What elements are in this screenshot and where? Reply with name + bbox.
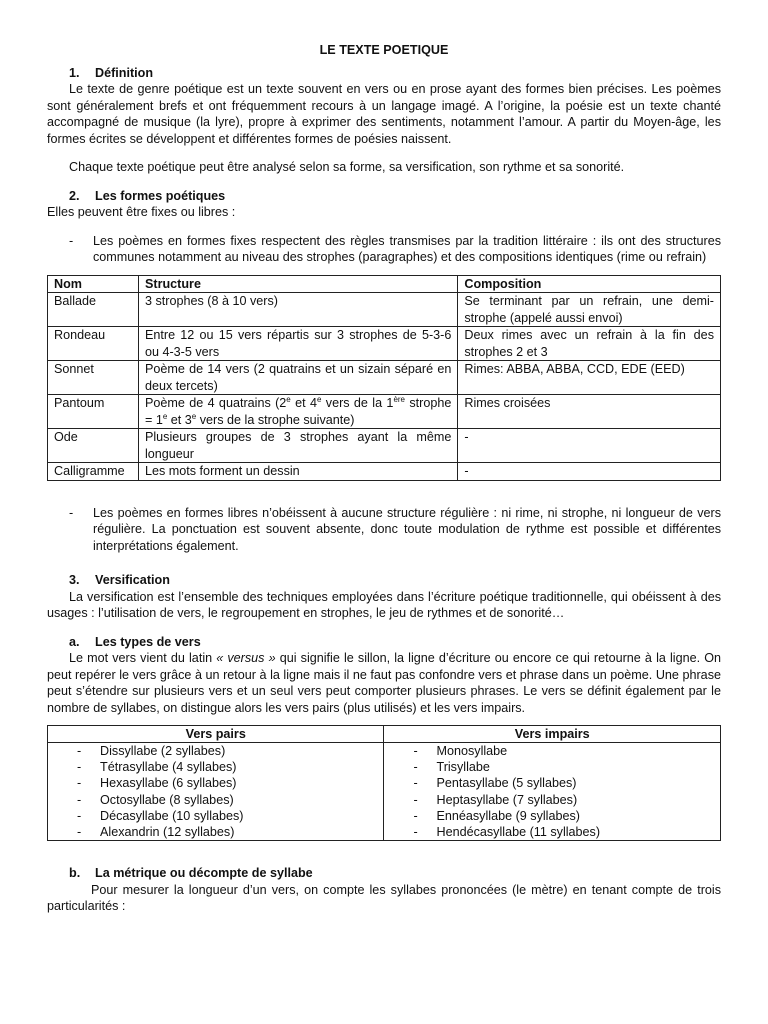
bullet-dash: - — [77, 744, 82, 758]
bullet-dash: - — [69, 505, 74, 520]
bullet-dash: - — [69, 233, 74, 248]
header-structure: Structure — [138, 275, 457, 293]
section-heading-versification — [47, 572, 721, 589]
subsection-label: La métrique ou décompte de syllabe — [95, 866, 313, 881]
list-item-text: Dissyllabe (2 syllabes) — [100, 744, 226, 758]
cell-composition: - — [458, 463, 721, 481]
list-item-text: Heptasyllabe (7 syllabes) — [436, 792, 578, 807]
section-heading-formes — [47, 188, 721, 205]
cell-vers-pairs — [48, 743, 384, 841]
list-item — [384, 759, 720, 775]
cell-composition: Rimes: ABBA, ABBA, CCD, EDE (EED) — [458, 361, 721, 395]
cell-composition: Deux rimes avec un refrain à la fin des strophes 2 et 3 — [458, 327, 721, 361]
page-title: LE TEXTE POETIQUE — [319, 43, 449, 57]
cell-structure: Plusieurs groupes de 3 strophes ayant la même longueur — [138, 429, 457, 463]
bullet-dash: - — [413, 744, 418, 758]
list-item — [384, 808, 720, 824]
ordinal-sup: ère — [393, 394, 405, 404]
cell-structure: Poème de 14 vers (2 quatrains et un sizain séparé en deux tercets) — [138, 361, 457, 395]
analysis-paragraph: Chaque texte poétique peut être analysé selon sa forme, sa versification, son rythme et sa sonorité. — [69, 160, 625, 174]
table-header-row — [48, 726, 721, 743]
definition-paragraph: Le texte de genre poétique est un texte souvent en vers ou en prose ayant des formes bien précises. Les poèmes sont généralement brefs et ont fréquemment recours à un langage imagé. A l’origine, la poésie est un texte chanté accompagné de musique (la lyre), propre à exprimer des sentiments, notamment l’amour. A partir du Moyen-âge, les formes écrites se développent et différentes formes de poésies naissent. — [47, 82, 721, 146]
list-item-text: Tétrasyllabe (4 syllabes) — [100, 760, 237, 775]
list-item — [48, 808, 383, 824]
table-row — [48, 395, 721, 429]
subsection-heading-metrique — [47, 865, 721, 882]
cell-composition: Rimes croisées — [458, 395, 721, 429]
table-row — [48, 361, 721, 395]
list-item — [384, 824, 720, 840]
list-item — [48, 743, 383, 759]
list-item — [384, 775, 720, 791]
vers-table — [47, 725, 721, 841]
table-row — [48, 743, 721, 841]
section-heading-definition — [47, 65, 721, 82]
list-item — [384, 743, 720, 759]
header-composition: Composition — [458, 275, 721, 293]
bullet-dash: - — [77, 808, 82, 823]
structure-text: et 3 — [167, 412, 192, 427]
list-item-text: Pentasyllabe (5 syllabes) — [436, 776, 577, 791]
text-run: Le mot vers vient du latin — [69, 651, 217, 665]
table-row — [48, 429, 721, 463]
table-row — [48, 327, 721, 361]
structure-text: Poème de 4 quatrains (2 — [144, 396, 287, 410]
list-item-text: Trisyllabe — [436, 760, 490, 775]
section-label: Définition — [95, 65, 154, 80]
section-label: Les formes poétiques — [95, 188, 226, 203]
formes-intro: Elles peuvent être fixes ou libres : — [47, 205, 236, 219]
list-item-text: Ennéasyllabe (9 syllabes) — [436, 808, 580, 823]
ordinal-sup: e — [316, 394, 322, 404]
bullet-dash: - — [413, 825, 418, 840]
list-item-text: Hendécasyllabe (11 syllabes) — [436, 825, 601, 840]
bullet-text: Les poèmes en formes fixes respectent des règles transmises par la tradition littéraire : ils ont des structures communes notamment au niveau des strophes (paragraphes) et des compositions identiques (rime ou refrain) — [93, 233, 721, 264]
section-number: 1. — [69, 65, 80, 80]
bullet-dash: - — [413, 792, 418, 807]
formes-fixes-table — [47, 275, 721, 481]
cell-nom: Pantoum — [48, 395, 139, 429]
cell-nom: Ode — [48, 429, 139, 463]
ordinal-sup: e — [191, 411, 197, 421]
structure-text: vers de la strophe suivante) — [196, 412, 355, 427]
versification-paragraph: La versification est l’ensemble des techniques employées dans l’écriture poétique traditionnelle, qui obéissent à des usages : l’utilisation de vers, le regroupement en strophes, le jeu de rythmes et de sonorité… — [47, 589, 721, 620]
header-vers-impairs: Vers impairs — [384, 726, 721, 743]
bullet-dash: - — [77, 776, 82, 791]
cell-nom: Sonnet — [48, 361, 139, 395]
cell-structure — [138, 395, 457, 429]
table-row — [48, 463, 721, 481]
cell-structure: 3 strophes (8 à 10 vers) — [138, 293, 457, 327]
bullet-dash: - — [77, 792, 82, 807]
document-page — [47, 42, 721, 915]
subsection-letter: b. — [69, 866, 81, 881]
cell-nom: Calligramme — [48, 463, 139, 481]
ordinal-sup: e — [286, 394, 291, 404]
bullet-dash: - — [413, 808, 418, 823]
cell-vers-impairs — [384, 743, 721, 841]
bullet-text: Les poèmes en formes libres n’obéissent à aucune structure régulière : ni rime, ni strophe, ni longueur de vers régulière. La ponctuation est souvent absente, donc toute modulation de rythme est possible et différentes interprétations également. — [93, 505, 721, 553]
types-vers-paragraph — [47, 650, 721, 716]
text-run: qui signifie le sillon, la ligne d’écriture ou encore ce qui retourne à la ligne. On peut repérer le vers grâce à un retour à la ligne mais il ne faut pas confondre vers et phrase dans un poème. Une phrase peut s’étendre sur plusieurs vers et un seul vers peut comporter plusieurs phrases. Le vers se définit également par le nombre de syllabes, on distingue alors les vers pairs (plus utilisés) et les vers impairs. — [47, 651, 722, 715]
list-item — [48, 759, 383, 775]
list-item — [48, 775, 383, 791]
bullet-formes-libres — [47, 505, 721, 555]
structure-text: et 4 — [290, 396, 317, 410]
metrique-paragraph: Pour mesurer la longueur d’un vers, on compte les syllabes prononcées (le mètre) en tenant compte de trois particularités : — [47, 882, 721, 914]
section-label: Versification — [95, 573, 170, 587]
list-item-text: Hexasyllabe (6 syllabes) — [100, 776, 237, 791]
cell-structure: Les mots forment un dessin — [138, 463, 457, 481]
list-item-text: Octosyllabe (8 syllabes) — [100, 792, 234, 807]
subsection-letter: a. — [69, 634, 80, 649]
bullet-dash: - — [77, 760, 82, 775]
list-item — [48, 824, 383, 840]
bullet-formes-fixes — [47, 233, 721, 266]
list-item-text: Décasyllabe (10 syllabes) — [100, 808, 244, 823]
section-number: 3. — [69, 573, 80, 587]
cell-composition: - — [458, 429, 721, 463]
header-vers-pairs: Vers pairs — [48, 726, 384, 743]
italic-term: « versus » — [216, 651, 276, 665]
table-row — [48, 293, 721, 327]
header-nom: Nom — [48, 275, 139, 293]
list-item — [48, 792, 383, 808]
section-number: 2. — [69, 188, 80, 203]
cell-structure: Entre 12 ou 15 vers répartis sur 3 strophes de 5-3-6 ou 4-3-5 vers — [138, 327, 457, 361]
bullet-dash: - — [413, 760, 418, 775]
structure-text: vers de la 1 — [321, 396, 394, 410]
cell-composition: Se terminant par un refrain, une demi-strophe (appelé aussi envoi) — [458, 293, 721, 327]
list-item-text: Alexandrin (12 syllabes) — [100, 825, 235, 840]
vers-pairs-list — [48, 743, 383, 840]
cell-nom: Rondeau — [48, 327, 139, 361]
bullet-dash: - — [413, 776, 418, 791]
list-item — [384, 792, 720, 808]
vers-impairs-list — [384, 743, 720, 840]
list-item-text: Monosyllabe — [436, 744, 508, 758]
subsection-label: Les types de vers — [95, 634, 201, 649]
table-header-row — [48, 275, 721, 293]
cell-nom: Ballade — [48, 293, 139, 327]
subsection-heading-types — [47, 634, 721, 651]
bullet-dash: - — [77, 825, 82, 840]
ordinal-sup: e — [162, 411, 168, 421]
structure-text: strophe = 1 — [144, 396, 452, 427]
